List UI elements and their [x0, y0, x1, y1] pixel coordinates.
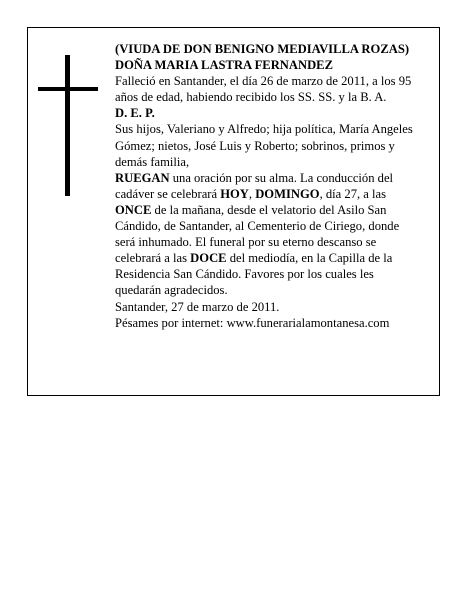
- request-text-1: una oración por su alma. La conducción del cadáver se celebrará: [115, 170, 394, 201]
- request-text-4: del mediodía, en la Capilla de la Residencia San Cándido. Favores por los cuales les quedarán agradecidos.: [115, 251, 393, 298]
- rip-line: D. E. P.: [115, 106, 155, 121]
- once-word: ONCE: [115, 202, 152, 217]
- request-text-3: de la mañana, desde el velatorio del Asilo San Cándido, de Santander, al Cementerio de Ciriego, donde será inhumado. El funeral por su eterno descanso se celebrará a las: [115, 202, 400, 266]
- place-date: Santander, 27 de marzo de 2011.: [115, 299, 280, 314]
- request-text-2: , día 27, a las: [319, 186, 387, 201]
- widow-of-line: (VIUDA DE DON BENIGNO MEDIAVILLA ROZAS): [115, 42, 410, 56]
- hoy-word: HOY: [220, 186, 249, 201]
- obituary-notice: [27, 27, 440, 396]
- deceased-name: DOÑA MARIA LASTRA FERNANDEZ: [115, 58, 333, 73]
- notice-body: [115, 41, 421, 331]
- funeral-request: [115, 170, 421, 299]
- cross-vertical-bar: [65, 55, 70, 196]
- death-statement: Falleció en Santander, el día 26 de marzo de 2011, a los 95 años de edad, habiendo recibido los SS. SS. y la B. A.: [115, 74, 412, 105]
- domingo-word: DOMINGO: [255, 186, 320, 201]
- family-list: Sus hijos, Valeriano y Alfredo; hija política, María Angeles Gómez; nietos, José Luis y Roberto; sobrinos, primos y demás familia,: [115, 122, 413, 169]
- ruegan-word: RUEGAN: [115, 170, 170, 185]
- cross-horizontal-bar: [38, 87, 98, 91]
- request-comma: ,: [248, 186, 256, 201]
- doce-word: DOCE: [190, 251, 227, 266]
- condolences-line: Pésames por internet: www.funerarialamontanesa.com: [115, 315, 390, 330]
